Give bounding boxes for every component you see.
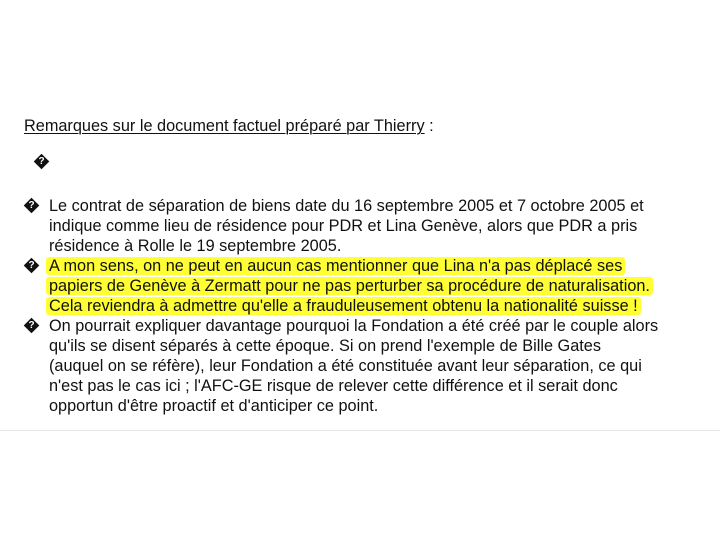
- highlighted-text-line: A mon sens, on ne peut en aucun cas mentionner que Lina n'a pas déplacé ses: [46, 257, 625, 275]
- replacement-char-icon: [34, 154, 49, 169]
- replacement-char-icon: [24, 318, 39, 333]
- document-heading: [24, 116, 434, 136]
- text-line: opportun d'être proactif et d'anticiper ce point.: [49, 397, 379, 415]
- remark-text: [49, 316, 704, 416]
- replacement-char-icon: [24, 198, 39, 213]
- heading-underlined-text: Remarques sur le document factuel préparé par Thierry: [24, 117, 425, 135]
- heading-colon: :: [424, 117, 434, 135]
- replacement-char-icon: [24, 258, 39, 273]
- remark-item-separation-contract: [24, 196, 704, 256]
- text-line: On pourrait expliquer davantage pourquoi la Fondation a été créé par le couple alors: [49, 317, 659, 335]
- remark-text: [49, 196, 704, 256]
- text-line: n'est pas le cas ici ; l'AFC-GE risque de relever cette différence et il serait donc: [49, 377, 618, 395]
- highlighted-text-line: Cela reviendra à admettre qu'elle a frauduleusement obtenu la nationalité suisse !: [46, 297, 641, 315]
- remarks-list: [24, 196, 704, 416]
- remark-item-foundation: [24, 316, 704, 416]
- text-line: indique comme lieu de résidence pour PDR et Lina Genève, alors que PDR a pris: [49, 217, 638, 235]
- highlighted-remark-text: [49, 256, 704, 316]
- remark-item-naturalisation: [24, 256, 704, 316]
- text-line: (auquel on se réfère), leur Fondation a été constituée avant leur séparation, ce qui: [49, 357, 642, 375]
- text-line: Le contrat de séparation de biens date du 16 septembre 2005 et 7 octobre 2005 et: [49, 197, 644, 215]
- highlighted-text-line: papiers de Genève à Zermatt pour ne pas perturber sa procédure de naturalisation.: [46, 277, 653, 295]
- empty-bullet-line: [34, 154, 49, 175]
- text-line: qu'ils se disent séparés à cette époque. Si on prend l'exemple de Bille Gates: [49, 337, 601, 355]
- text-line: résidence à Rolle le 19 septembre 2005.: [49, 237, 342, 255]
